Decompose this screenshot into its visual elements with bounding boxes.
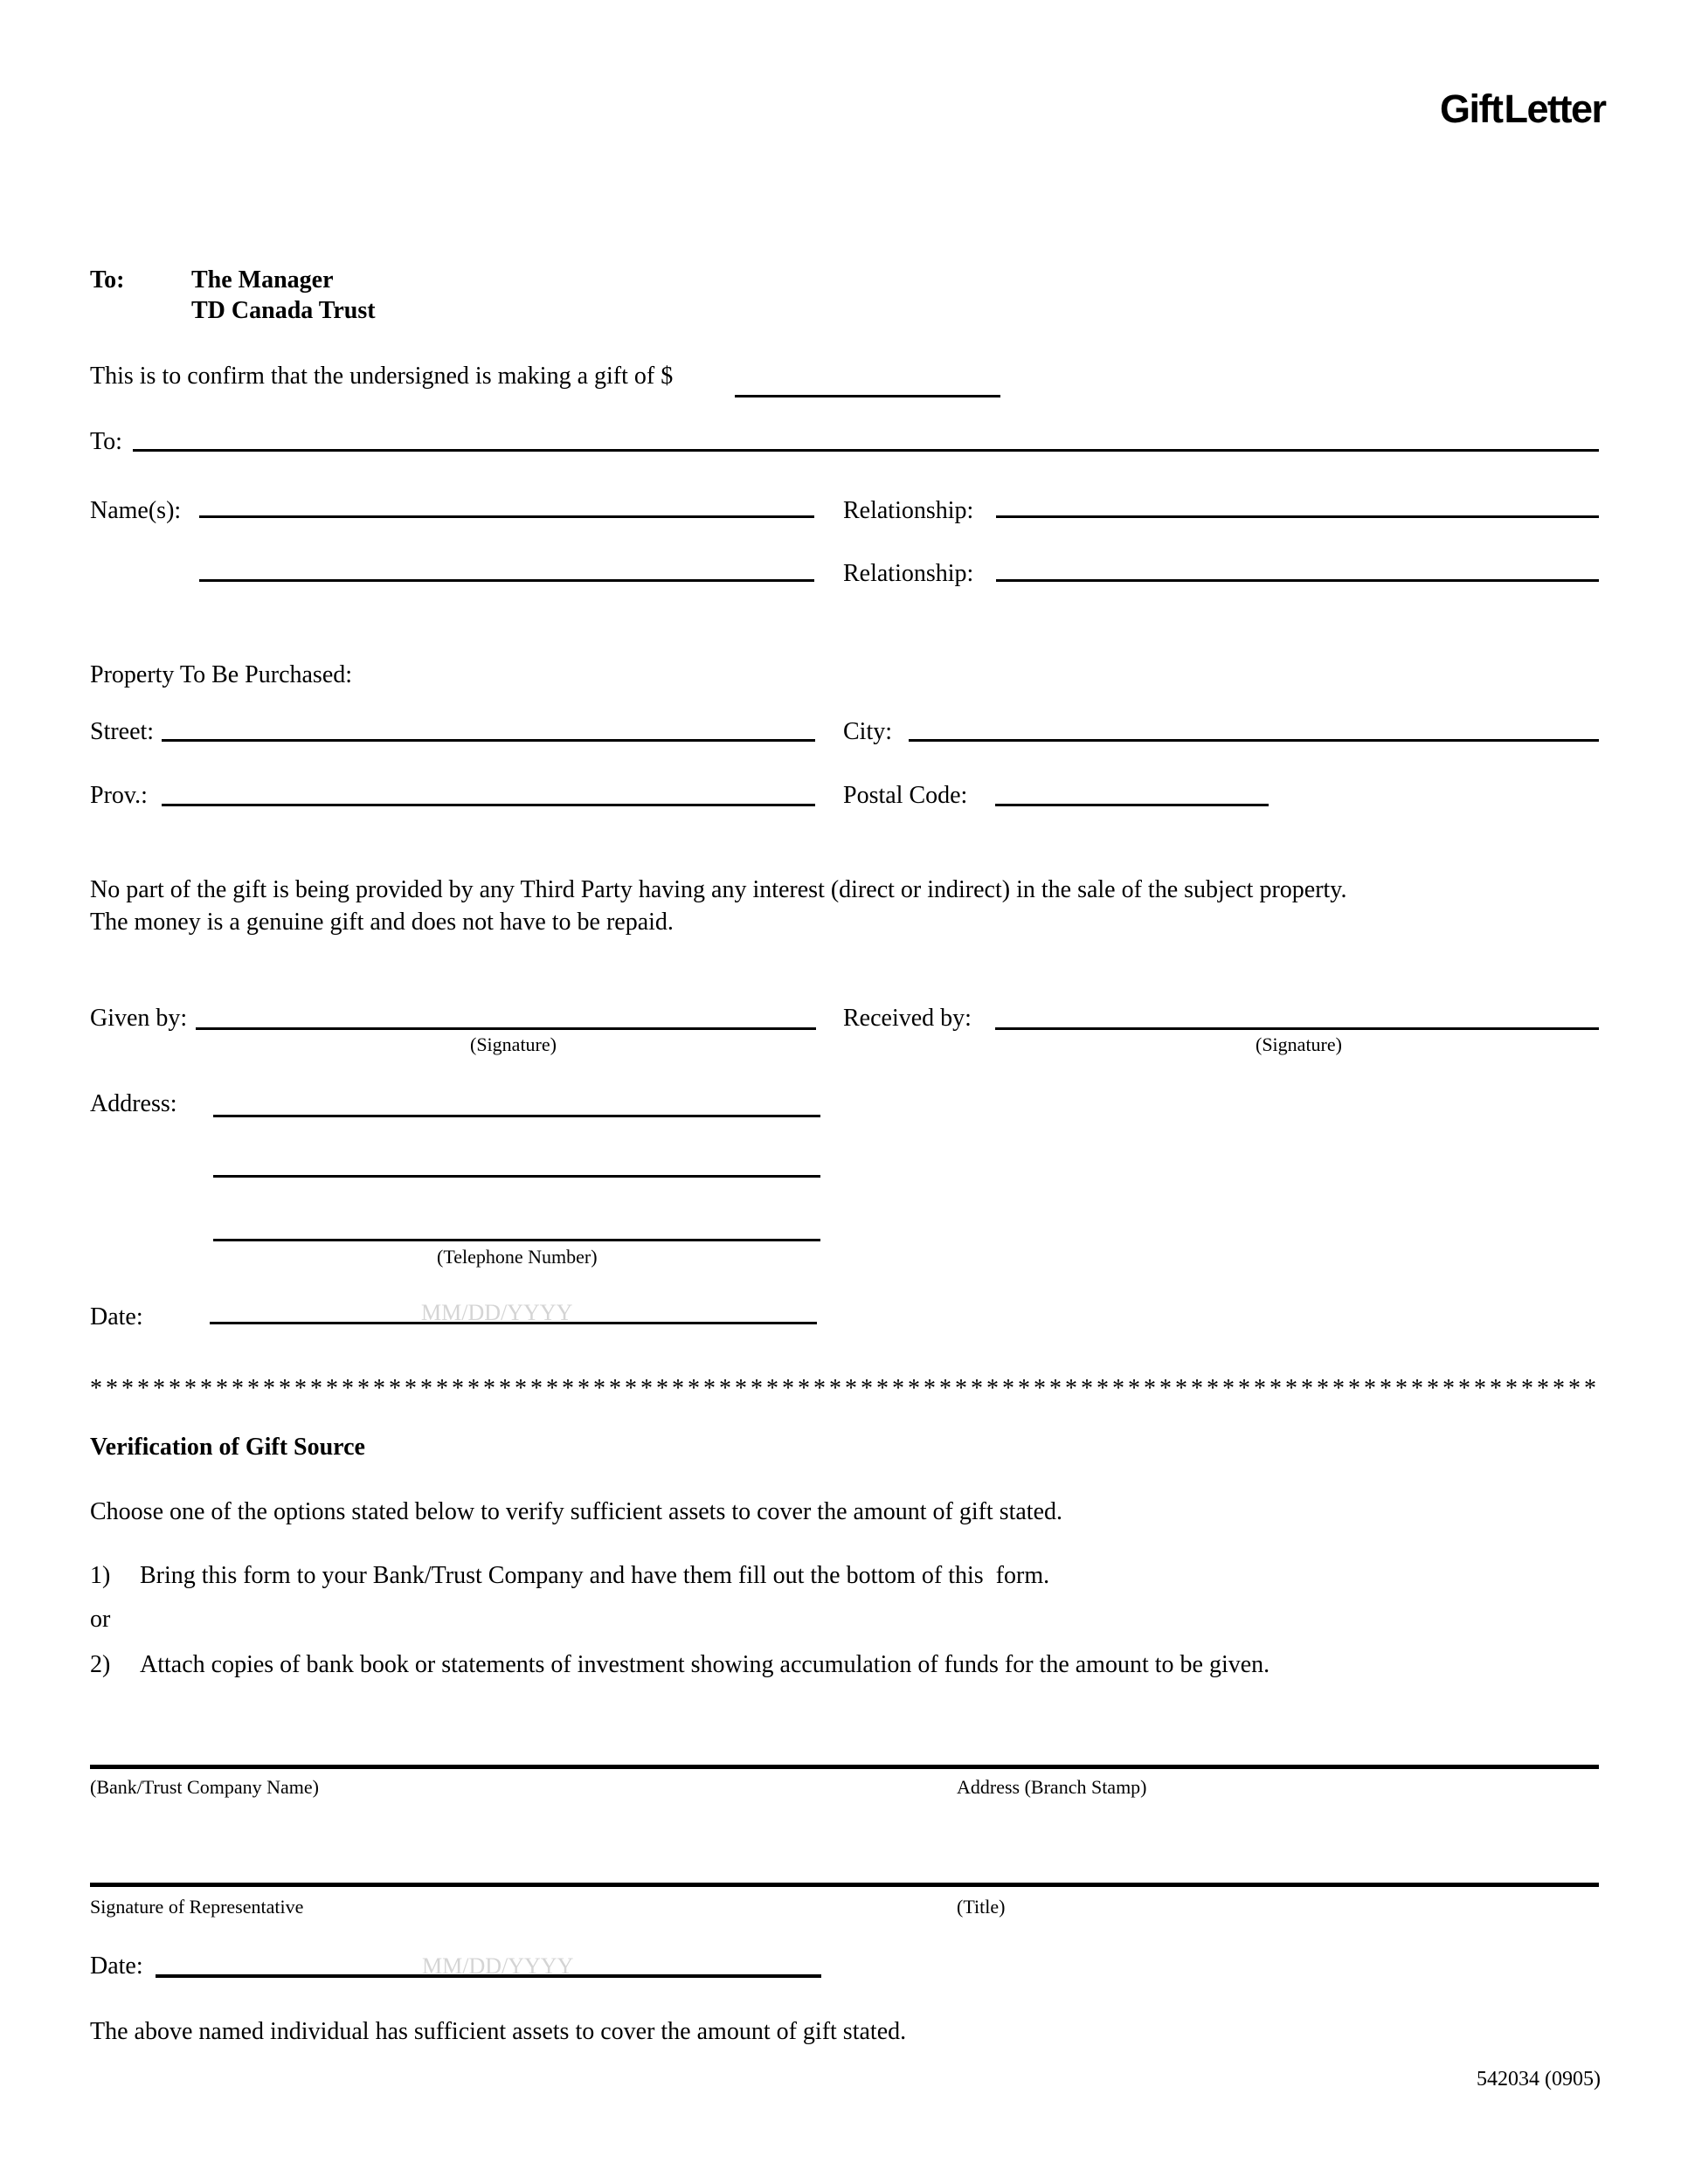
- title-caption: (Title): [957, 1896, 1006, 1918]
- representative-caption: Signature of Representative: [90, 1896, 304, 1918]
- giver-address-field-2[interactable]: [213, 1175, 820, 1178]
- telephone-caption: (Telephone Number): [437, 1246, 598, 1268]
- bank-date-placeholder: MM/DD/YYYY: [422, 1953, 574, 1979]
- giver-date-field[interactable]: [210, 1322, 817, 1324]
- bank-company-rule: [90, 1765, 1599, 1769]
- name-field-1[interactable]: [199, 515, 814, 518]
- closing-statement: The above named individual has sufficient assets to cover the amount of gift stated.: [90, 2018, 907, 2045]
- option2-text: Attach copies of bank book or statements of investment showing accumulation of funds for the amount to be given.: [140, 1651, 1270, 1678]
- prov-label: Prov.:: [90, 782, 148, 809]
- signature-caption-left: (Signature): [470, 1033, 557, 1055]
- giver-address-field-1[interactable]: [213, 1115, 820, 1117]
- verification-heading: Verification of Gift Source: [90, 1434, 365, 1461]
- representative-rule: [90, 1883, 1599, 1887]
- postal-code-field[interactable]: [995, 804, 1269, 806]
- bank-date-field[interactable]: [156, 1974, 821, 1978]
- bank-date-label: Date:: [90, 1952, 143, 1980]
- addressee-name: The Manager: [191, 266, 334, 294]
- bank-company-caption: (Bank/Trust Company Name): [90, 1776, 319, 1798]
- giver-date-label: Date:: [90, 1303, 143, 1330]
- option1-number: 1): [90, 1562, 111, 1589]
- relationship-label-2: Relationship:: [843, 560, 974, 587]
- option2-number: 2): [90, 1651, 111, 1678]
- or-text: or: [90, 1606, 111, 1633]
- gift-amount-field[interactable]: [735, 395, 1000, 397]
- postal-code-label: Postal Code:: [843, 782, 968, 809]
- addressee-organization: TD Canada Trust: [191, 297, 376, 324]
- declaration-line1: No part of the gift is being provided by any Third Party having any interest (direct or indirect) in the sale of the subject property.: [90, 876, 1347, 903]
- given-by-label: Given by:: [90, 1005, 188, 1032]
- street-field[interactable]: [162, 739, 815, 742]
- given-by-signature-field[interactable]: [196, 1027, 816, 1030]
- page-title: Gift Letter: [1440, 86, 1606, 131]
- asterisk-separator: ************************************************************************************************: [90, 1375, 1600, 1402]
- street-label: Street:: [90, 718, 155, 745]
- form-number: 542034 (0905): [1477, 2068, 1601, 2091]
- relationship-field-2[interactable]: [996, 579, 1599, 582]
- relationship-field-1[interactable]: [996, 515, 1599, 518]
- addressee-to-label: To:: [90, 266, 125, 294]
- names-label: Name(s):: [90, 497, 182, 524]
- branch-stamp-caption: Address (Branch Stamp): [957, 1776, 1147, 1798]
- recipient-field[interactable]: [133, 449, 1599, 452]
- received-by-label: Received by:: [843, 1005, 972, 1032]
- prov-field[interactable]: [162, 804, 815, 806]
- signature-caption-right: (Signature): [1256, 1033, 1342, 1055]
- giver-date-placeholder: MM/DD/YYYY: [421, 1300, 573, 1325]
- property-heading: Property To Be Purchased:: [90, 661, 353, 688]
- city-label: City:: [843, 718, 893, 745]
- telephone-field[interactable]: [213, 1239, 820, 1241]
- city-field[interactable]: [909, 739, 1599, 742]
- received-by-signature-field[interactable]: [995, 1027, 1599, 1030]
- option1-text: Bring this form to your Bank/Trust Company and have them fill out the bottom of this form.: [140, 1562, 1050, 1589]
- declaration-line2: The money is a genuine gift and does not have to be repaid.: [90, 909, 674, 936]
- gift-statement-text: This is to confirm that the undersigned is making a gift of $: [90, 363, 674, 390]
- name-field-2[interactable]: [199, 579, 814, 582]
- giver-address-label: Address:: [90, 1090, 177, 1117]
- verification-instruction: Choose one of the options stated below to verify sufficient assets to cover the amount of gift stated.: [90, 1498, 1063, 1525]
- relationship-label-1: Relationship:: [843, 497, 974, 524]
- recipient-to-label: To:: [90, 428, 122, 455]
